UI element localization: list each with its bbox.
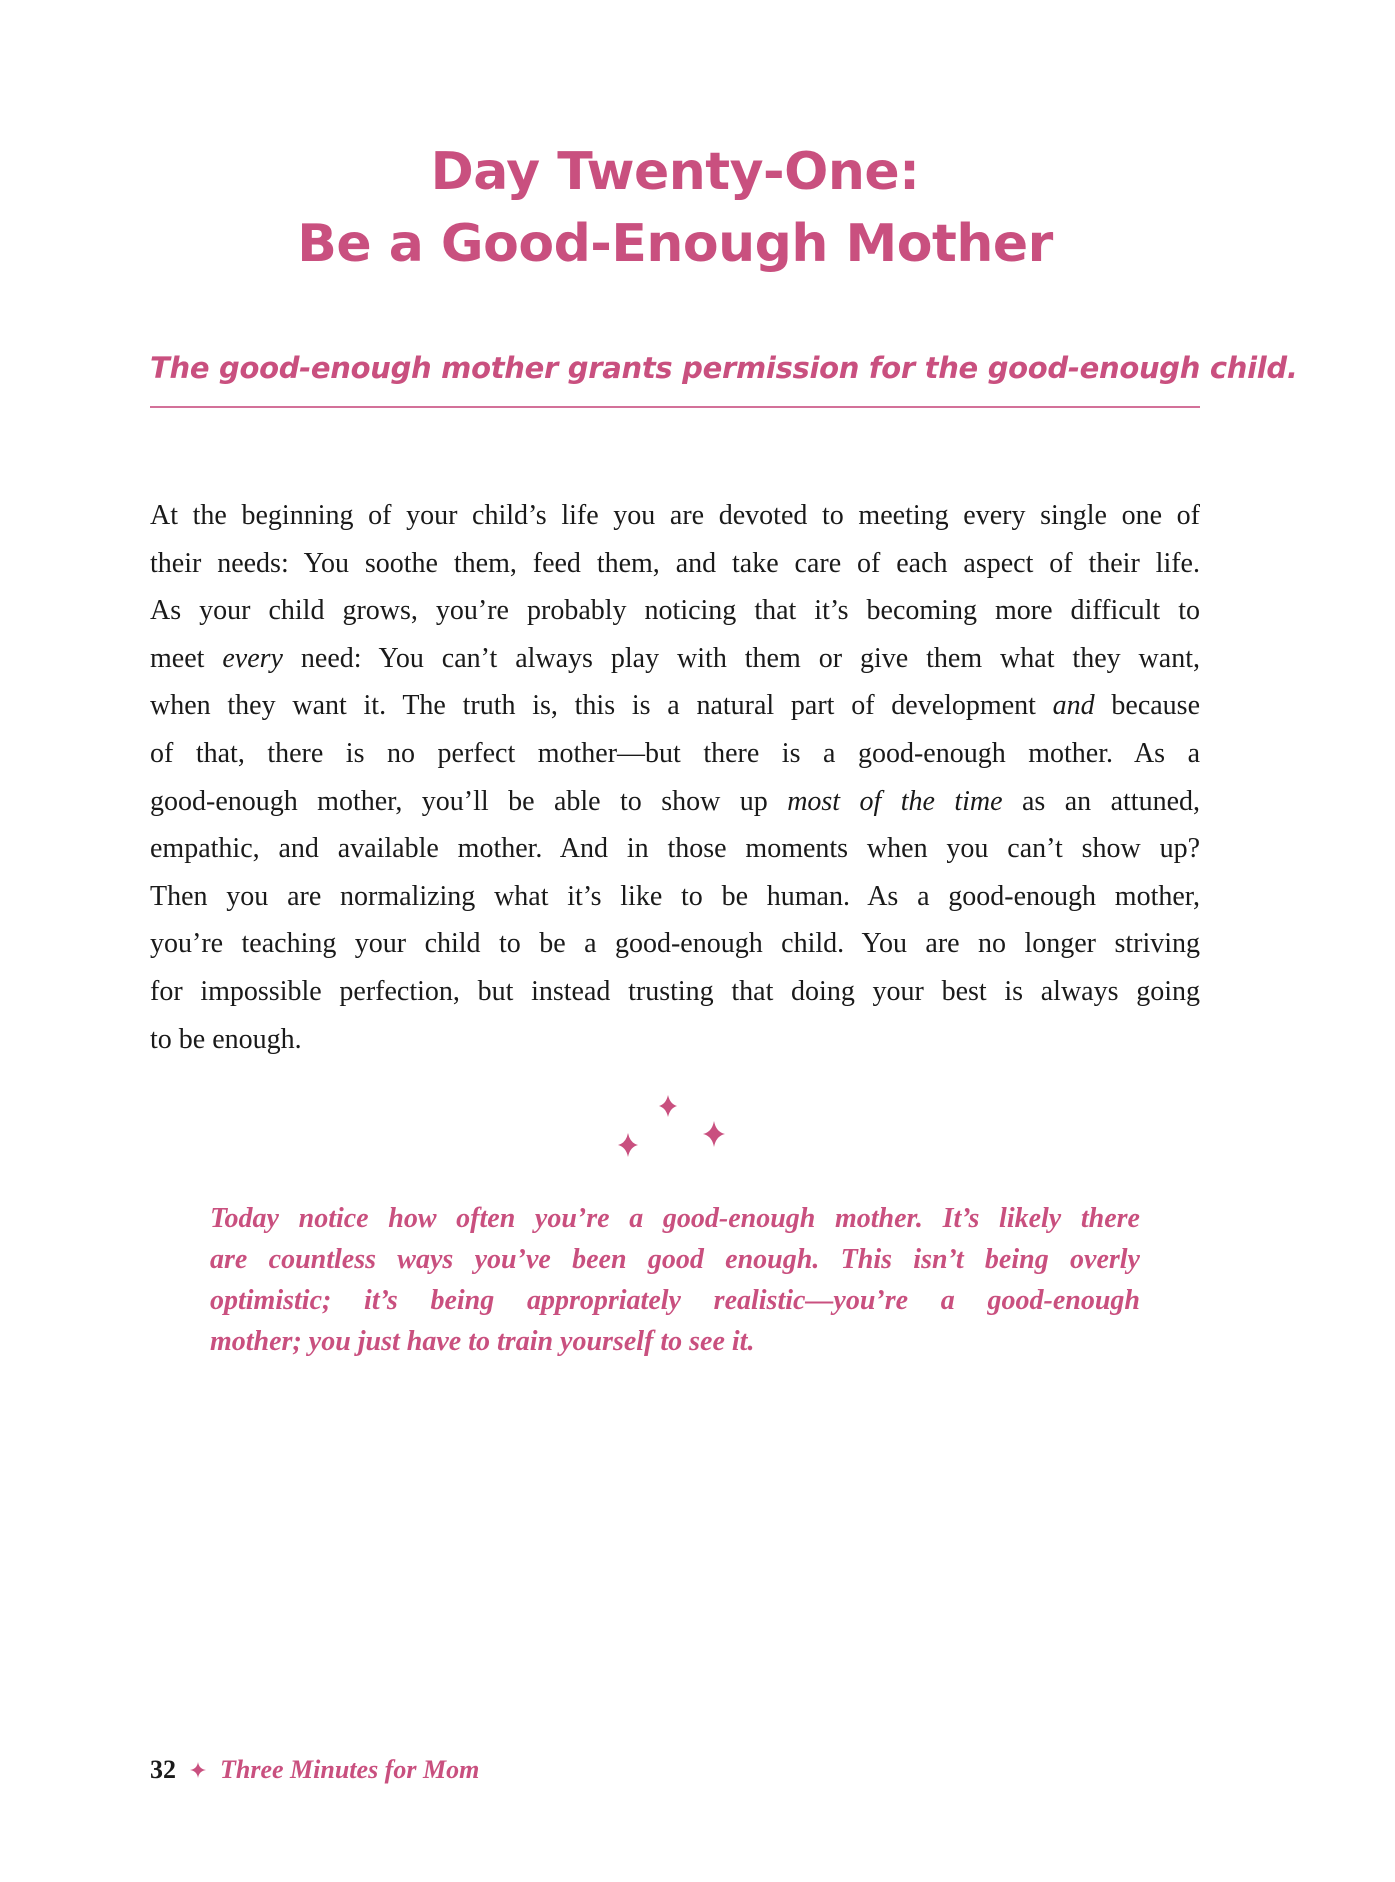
- sparkle-left-icon: [618, 1133, 638, 1157]
- body-paragraph: [150, 492, 1200, 1063]
- page-title-line-1: Day Twenty-One:: [430, 142, 920, 202]
- sparkle-right-icon: [703, 1121, 725, 1147]
- page-number: 32: [150, 1755, 176, 1784]
- prompt-line: mother; you just have to train yourself to see it.: [210, 1326, 755, 1357]
- prompt-line: optimistic; it’s being appropriately realistic—you’re a good-enough: [210, 1285, 1140, 1316]
- page-footer: [150, 1750, 479, 1790]
- reflection-prompt: [210, 1198, 1140, 1362]
- prompt-line: are countless ways you’ve been good enough. This isn’t being overly: [210, 1244, 1140, 1275]
- body-line: As your child grows, you’re probably noticing that it’s becoming more difficult to: [150, 595, 1200, 627]
- page-title: [150, 136, 1200, 280]
- four-point-star-icon: [190, 1762, 206, 1778]
- body-line: At the beginning of your child’s life you are devoted to meeting every single one of: [150, 500, 1200, 531]
- body-line: good-enough mother, you’ll be able to show up most of the time as an attuned,: [150, 785, 1201, 817]
- body-line: when they want it. The truth is, this is a natural part of development and because: [150, 690, 1201, 722]
- epigraph-divider: [150, 406, 1200, 408]
- body-line: their needs: You soothe them, feed them, and take care of each aspect of their life.: [150, 547, 1200, 579]
- epigraph: The good-enough mother grants permission for the good-enough child.: [150, 351, 1298, 385]
- running-footer-title: Three Minutes for Mom: [220, 1755, 480, 1784]
- sparkle-cluster-icon: [610, 1095, 740, 1175]
- sparkle-top-icon: [659, 1095, 677, 1117]
- body-line: to be enough.: [150, 1023, 302, 1055]
- body-line: for impossible perfection, but instead trusting that doing your best is always going: [150, 975, 1200, 1007]
- body-line: Then you are normalizing what it’s like to be human. As a good-enough mother,: [150, 880, 1200, 912]
- page-title-line-2: Be a Good-Enough Mother: [297, 214, 1053, 274]
- prompt-line: Today notice how often you’re a good-enough mother. It’s likely there: [210, 1203, 1140, 1234]
- body-line: of that, there is no perfect mother—but there is a good-enough mother. As a: [150, 737, 1200, 769]
- body-line: empathic, and available mother. And in those moments when you can’t show up?: [150, 833, 1200, 865]
- body-line: meet every need: You can’t always play with them or give them what they want,: [150, 642, 1200, 674]
- body-line: you’re teaching your child to be a good-enough child. You are no longer striving: [150, 928, 1200, 960]
